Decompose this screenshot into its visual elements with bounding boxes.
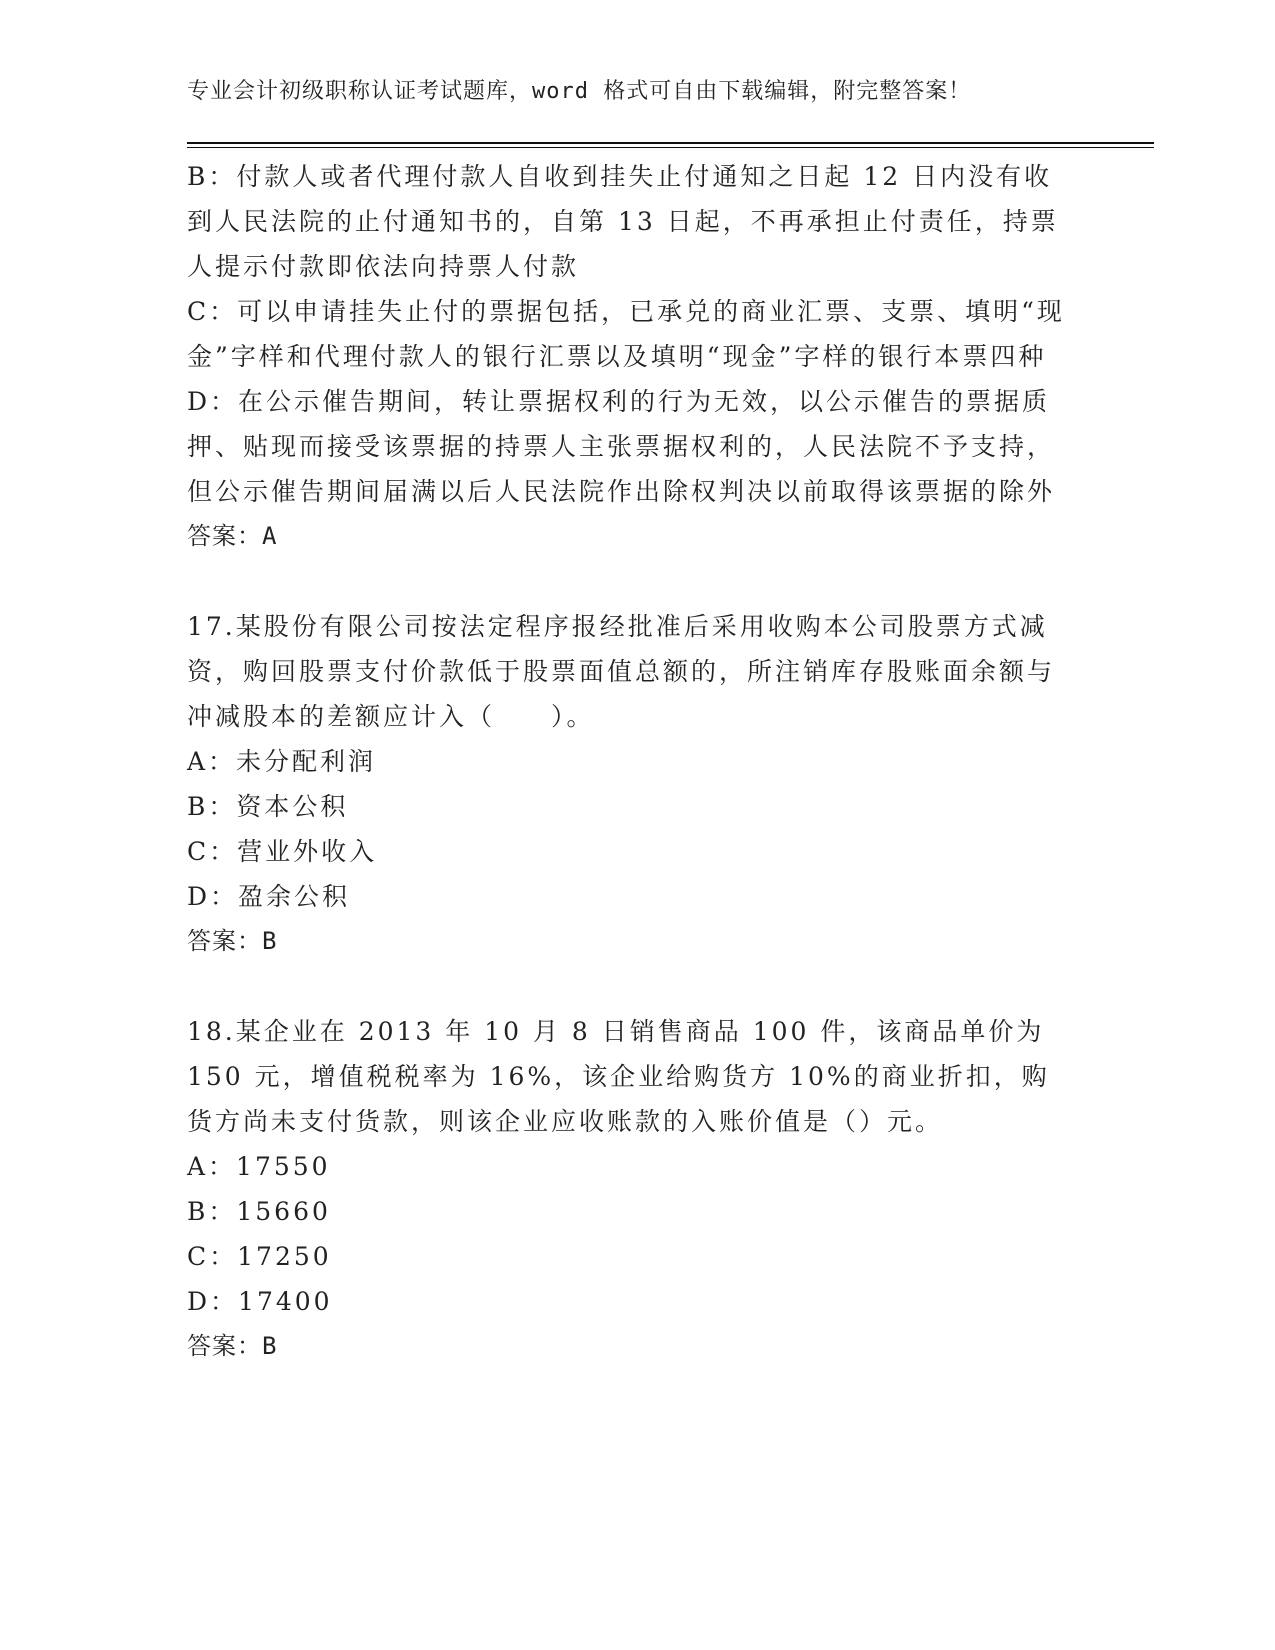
option-b: B：付款人或者代理付款人自收到挂失止付通知之日起 12 日内没有收到人民法院的止付通知书的，自第 13 日起，不再承担止付责任，持票人提示付款即依法向持票人付款: [187, 162, 1059, 281]
option-a: A：17550: [187, 1152, 331, 1181]
option-d: D：17400: [187, 1287, 333, 1316]
option-b: B：资本公积: [187, 792, 349, 821]
answer: 答案：B: [187, 1332, 278, 1360]
option-d: D：盈余公积: [187, 882, 351, 911]
question-18: [187, 1009, 1067, 1369]
question-16-remainder: [187, 154, 1067, 559]
question-text: 17.某股份有限公司按法定程序报经批准后采用收购本公司股票方式减资，购回股票支付价款低于股票面值总额的，所注销库存股账面余额与冲减股本的差额应计入（ ）。: [187, 612, 1056, 731]
question-text: 18.某企业在 2013 年 10 月 8 日销售商品 100 件，该商品单价为 150 元，增值税税率为 16%，该企业给购货方 10%的商业折扣，购货方尚未支付货款，则该企业应收账款的入账价值是（）元。: [187, 1017, 1050, 1136]
question-17: [187, 604, 1067, 964]
answer: 答案：B: [187, 927, 278, 955]
option-d: D：在公示催告期间，转让票据权利的行为无效，以公示催告的票据质押、贴现而接受该票据的持票人主张票据权利的，人民法院不予支持，但公示催告期间届满以后人民法院作出除权判决以前取得该票据的除外: [187, 387, 1056, 506]
option-c: C：17250: [187, 1242, 332, 1271]
option-c: C：可以申请挂失止付的票据包括，已承兑的商业汇票、支票、填明“现金”字样和代理付款人的银行汇票以及填明“现金”字样的银行本票四种: [187, 297, 1065, 371]
option-c: C：营业外收入: [187, 837, 378, 866]
answer: 答案：A: [187, 522, 278, 550]
header-divider: [187, 142, 1154, 148]
option-a: A：未分配利润: [187, 747, 377, 776]
option-b: B：15660: [187, 1197, 331, 1226]
document-body: [187, 154, 1067, 1369]
page-header: 专业会计初级职称认证考试题库，word 格式可自由下载编辑，附完整答案！: [187, 79, 972, 104]
